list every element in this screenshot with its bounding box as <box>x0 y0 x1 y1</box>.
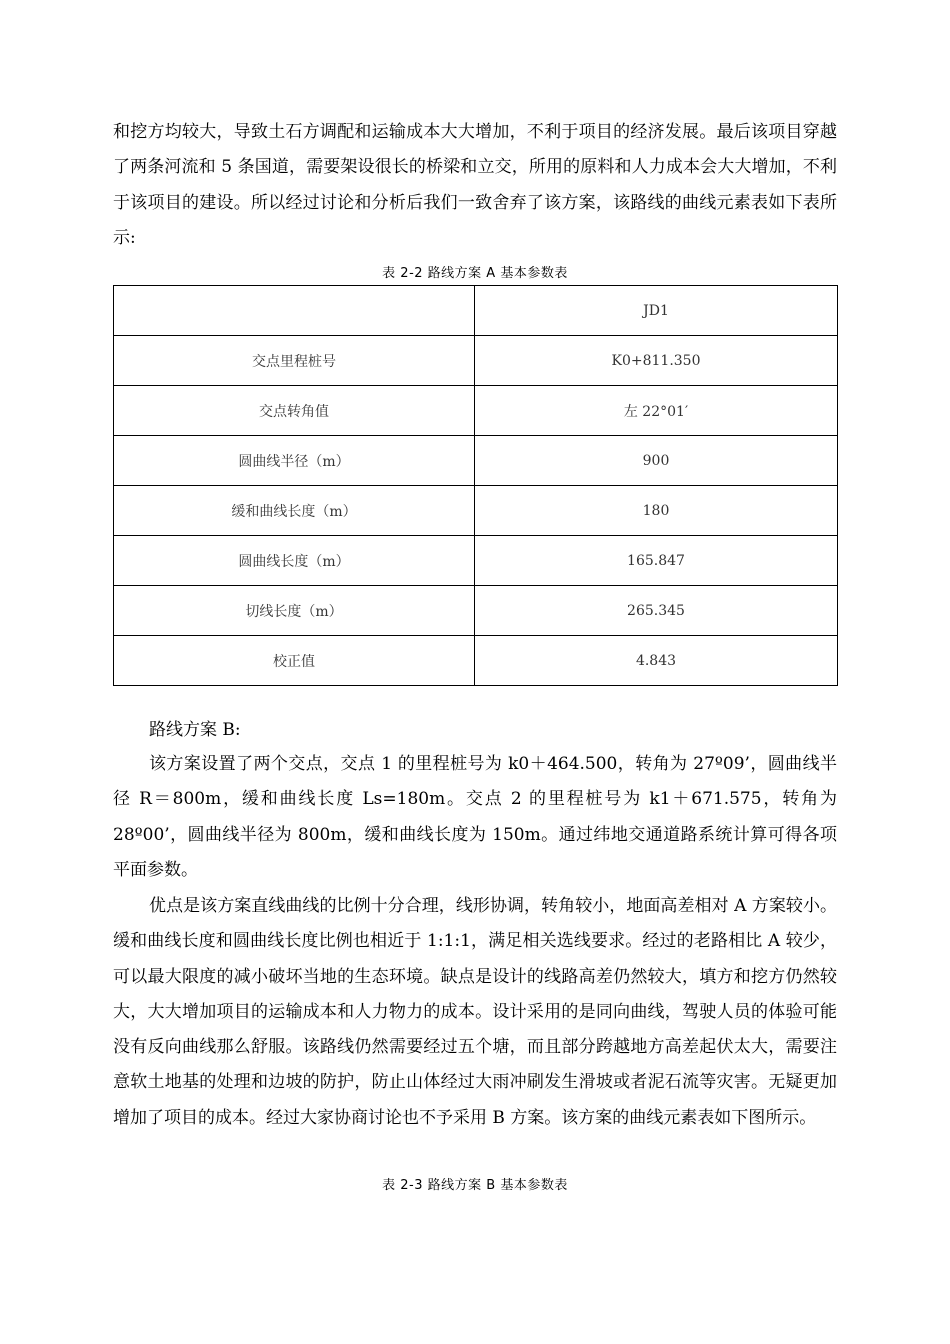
paragraph-scheme-b-evaluation: 优点是该方案直线曲线的比例十分合理，线形协调，转角较小，地面高差相对 A 方案较小。缓和曲线长度和圆曲线长度比例也相近于 1:1:1，满足相关选线要求。经过的老路相比 A 较少，可以最大限度的减小破坏当地的生态环境。缺点是设计的线路高差仍然较大，填方和挖方仍然较大，大大增加项目的运输成本和人力物力的成本。设计采用的是同向曲线，驾驶人员的体验可能没有反向曲线那么舒服。该路线仍然需要经过五个塘，而且部分跨越地方高差起伏太大，需要注意软土地基的处理和边坡的防护，防止山体经过大雨冲刷发生滑坡或者泥石流等灾害。无疑更加增加了项目的成本。经过大家协商讨论也不予采用 B 方案。该方案的曲线元素表如下图所示。 <box>113 896 837 1128</box>
table-cell-label: 圆曲线长度（m） <box>114 536 475 586</box>
table-row <box>114 636 838 686</box>
table-b-caption: 表 2-3 路线方案 B 基本参数表 <box>382 1178 568 1193</box>
table-cell-label: 缓和曲线长度（m） <box>114 486 475 536</box>
table-row <box>114 586 838 636</box>
table-a-parameters <box>113 285 838 686</box>
table-row <box>114 336 838 386</box>
table-cell-value: 4.843 <box>475 636 838 686</box>
table-cell-label: 圆曲线半径（m） <box>114 436 475 486</box>
table-cell-value: K0+811.350 <box>475 336 838 386</box>
table-header-cell: JD1 <box>475 286 838 336</box>
paragraph-scheme-a-conclusion: 和挖方均较大，导致土石方调配和运输成本大大增加，不利于项目的经济发展。最后该项目穿越了两条河流和 5 条国道，需要架设很长的桥梁和立交，所用的原料和人力成本会大大增加，不利于该项目的建设。所以经过讨论和分析后我们一致舍弃了该方案，该路线的曲线元素表如下表所示: <box>113 122 837 248</box>
table-header-cell <box>114 286 475 336</box>
table-row <box>114 486 838 536</box>
table-cell-label: 交点里程桩号 <box>114 336 475 386</box>
table-row <box>114 386 838 436</box>
table-a-caption: 表 2-2 路线方案 A 基本参数表 <box>382 266 568 281</box>
table-cell-value: 165.847 <box>475 536 838 586</box>
section-heading-scheme-b: 路线方案 B: <box>149 720 241 740</box>
table-cell-value: 左 22°01′ <box>475 386 838 436</box>
table-row <box>114 536 838 586</box>
table-cell-label: 校正值 <box>114 636 475 686</box>
paragraph-scheme-b-description: 该方案设置了两个交点，交点 1 的里程桩号为 k0＋464.500，转角为 27º09’，圆曲线半径 R＝800m，缓和曲线长度 Ls=180m。交点 2 的里程桩号为 k1＋671.575，转角为 28º00’，圆曲线半径为 800m，缓和曲线长度为 150m。通过纬地交通道路系统计算可得各项平面参数。 <box>113 754 837 880</box>
table-cell-label: 切线长度（m） <box>114 586 475 636</box>
table-cell-value: 900 <box>475 436 838 486</box>
table-row <box>114 436 838 486</box>
table-cell-label: 交点转角值 <box>114 386 475 436</box>
table-cell-value: 265.345 <box>475 586 838 636</box>
table-cell-value: 180 <box>475 486 838 536</box>
table-row <box>114 286 838 336</box>
